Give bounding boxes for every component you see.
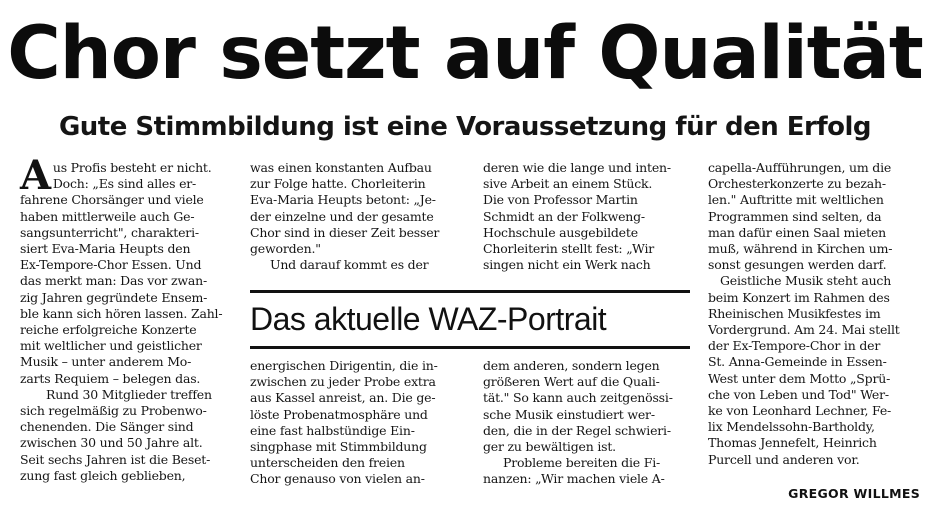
text-line: muß, während in Kirchen um-: [708, 241, 893, 257]
text-line: aus Kassel anreist, an. Die ge-: [250, 390, 436, 406]
text-line: energischen Dirigentin, die in-: [250, 358, 438, 373]
text-line: Chorleiterin stellt fest: „Wir: [483, 241, 655, 257]
text-line: Musik – unter anderem Mo-: [20, 354, 192, 370]
text-line: Hochschule ausgebildete: [483, 224, 638, 240]
text-line: haben mittlerweile auch Ge-: [20, 208, 195, 224]
headline: Chor setzt auf Qualität: [7, 11, 923, 96]
box-top-rule: [250, 290, 690, 293]
text-line: man dafür einen Saal mieten: [708, 224, 887, 240]
text-line: Purcell und anderen vor.: [708, 451, 860, 467]
article-column-3-top: [483, 160, 695, 273]
article-column-2-top: [250, 160, 478, 273]
text-line: Chor genauso von vielen an-: [250, 471, 425, 487]
text-line: sonst gesungen werden darf.: [708, 257, 887, 273]
article-column-4: [708, 160, 920, 468]
text-line: siert Eva-Maria Heupts den: [20, 241, 191, 257]
text-line: dem anderen, sondern legen: [483, 358, 660, 373]
text-line: singphase mit Stimmbildung: [250, 439, 427, 455]
text-line: Doch: „Es sind alles er-: [52, 176, 197, 192]
text-line: Probleme bereiten die Fi-: [503, 455, 661, 471]
text-line: zur Folge hatte. Chorleiterin: [250, 176, 426, 192]
text-line: len." Auftritte mit weltlichen: [708, 192, 884, 208]
text-line: chenenden. Die Sänger sind: [20, 419, 194, 435]
text-line: Schmidt an der Folkweng-: [483, 208, 645, 224]
text-line: geworden.": [250, 241, 321, 257]
text-line: der Ex-Tempore-Chor in der: [708, 338, 881, 354]
author-byline: GREGOR WILLMES: [788, 486, 920, 501]
text-line: lix Mendelssohn-Bartholdy,: [708, 419, 875, 435]
text-line: singen nicht ein Werk nach: [483, 257, 651, 273]
text-line: Seit sechs Jahren ist die Beset-: [20, 451, 211, 467]
text-line: ble kann sich hören lassen. Zahl-: [20, 305, 223, 321]
text-line: deren wie die lange und inten-: [483, 160, 671, 175]
text-line: der einzelne und der gesamte: [250, 208, 434, 224]
text-line: tät." So kann auch zeitgenössi-: [483, 390, 673, 406]
subheadline: Gute Stimmbildung ist eine Voraussetzung für den Erfolg: [58, 112, 872, 142]
text-line: den, die in der Regel schwieri-: [483, 422, 671, 438]
box-bottom-rule: [250, 346, 690, 349]
text-line: Rund 30 Mitglieder treffen: [46, 386, 212, 402]
text-line: eine fast halbstündige Ein-: [250, 422, 415, 438]
text-line: Chor sind in dieser Zeit besser: [250, 224, 440, 240]
text-line: Ex-Tempore-Chor Essen. Und: [20, 257, 202, 273]
text-line: löste Probenatmosphäre und: [250, 406, 428, 422]
text-line: zarts Requiem – belegen das.: [20, 370, 201, 386]
text-line: sche Musik einstudiert wer-: [483, 406, 655, 422]
text-line: capella-Aufführungen, um die: [708, 160, 892, 175]
text-line: Rheinischen Musikfestes im: [708, 305, 881, 321]
text-line: Die von Professor Martin: [483, 192, 638, 208]
text-line: Thomas Jennefelt, Heinrich: [708, 435, 877, 451]
text-line: zig Jahren gegründete Ensem-: [20, 289, 208, 305]
text-line: fahrene Chorsänger und viele: [20, 192, 204, 208]
article-column-2-bottom: [250, 358, 478, 488]
text-line: mit weltlicher und geistlicher: [20, 338, 202, 354]
text-line: reiche erfolgreiche Konzerte: [20, 322, 197, 338]
text-line: Und darauf kommt es der: [270, 257, 429, 273]
article-column-3-bottom: [483, 358, 695, 488]
text-line: Eva-Maria Heupts betont: „Je-: [250, 192, 436, 208]
box-title: Das aktuelle WAZ-Portrait: [250, 301, 607, 337]
text-line: zwischen zu jeder Probe extra: [250, 374, 436, 390]
text-line: nanzen: „Wir machen viele A-: [483, 471, 665, 487]
text-line: us Profis besteht er nicht.: [52, 160, 212, 175]
text-line: größeren Wert auf die Quali-: [483, 374, 660, 390]
text-line: Orchesterkonzerte zu bezah-: [708, 176, 886, 192]
text-line: ger zu bewältigen ist.: [483, 439, 616, 455]
text-line: ke von Leonhard Lechner, Fe-: [708, 403, 892, 419]
text-line: West unter dem Motto „Sprü-: [708, 370, 891, 386]
text-line: sich regelmäßig zu Probenwo-: [20, 403, 207, 419]
text-line: Geistliche Musik steht auch: [720, 273, 892, 289]
text-line: beim Konzert im Rahmen des: [708, 289, 890, 305]
text-line: che von Leben und Tod" Wer-: [708, 386, 889, 402]
text-line: sive Arbeit an einem Stück.: [483, 176, 653, 192]
text-line: St. Anna-Gemeinde in Essen-: [708, 354, 887, 370]
text-line: Vordergrund. Am 24. Mai stellt: [708, 322, 900, 338]
text-line: das merkt man: Das vor zwan-: [20, 273, 207, 289]
text-line: Programmen sind selten, da: [708, 208, 882, 224]
text-line: sangsunterricht", charakteri-: [20, 224, 199, 240]
text-line: zwischen 30 und 50 Jahre alt.: [20, 435, 203, 451]
text-line: unterscheiden den freien: [250, 455, 405, 471]
drop-cap: A: [20, 152, 51, 199]
text-line: zung fast gleich geblieben,: [20, 467, 186, 483]
article-column-1: [20, 152, 242, 484]
text-line: was einen konstanten Aufbau: [250, 160, 432, 175]
